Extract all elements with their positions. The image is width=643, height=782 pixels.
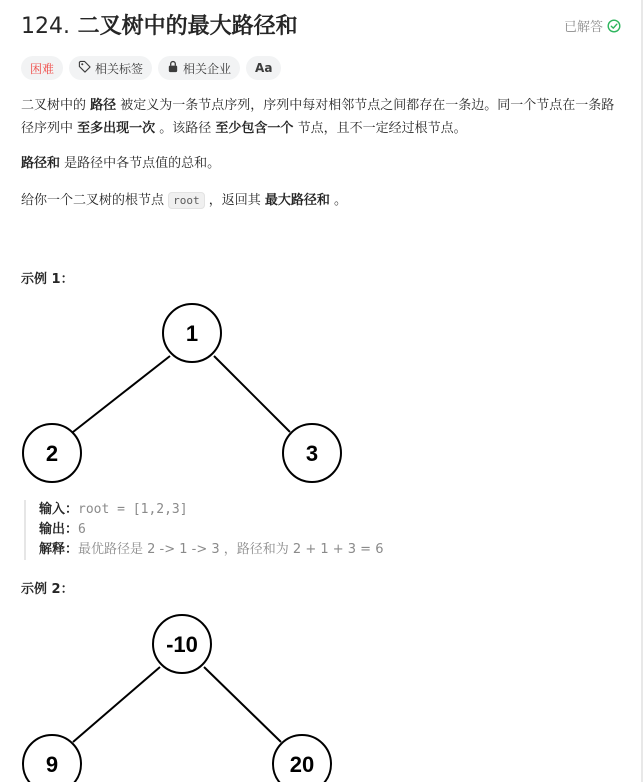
description-paragraph-1 <box>21 94 626 140</box>
tree-node <box>23 735 81 782</box>
solved-label: 已解答 <box>563 20 603 35</box>
text-span: 给你一个二叉树的根节点 <box>21 193 169 208</box>
node-value: 20 <box>289 752 315 777</box>
text-span: 节点，且不一定经过根节点。 <box>293 121 467 136</box>
node-value: -10 <box>166 632 198 657</box>
text-span: 是路径中各节点值的总和。 <box>60 156 221 171</box>
tree-edge <box>73 356 170 432</box>
example-input-row <box>39 500 383 520</box>
example-2-tree <box>0 610 400 782</box>
output-value: 6 <box>78 522 86 537</box>
input-value: root = [1,2,3] <box>78 502 188 517</box>
tree-node <box>273 735 331 782</box>
example-1-io <box>24 500 383 560</box>
tree-edge <box>214 356 290 432</box>
problem-title[interactable] <box>21 10 621 44</box>
tree-node <box>23 424 81 482</box>
inline-code: root <box>168 192 205 209</box>
related-companies-label: 相关企业 <box>183 61 232 76</box>
bold-text: 至多出现一次 <box>77 121 156 136</box>
node-value: 3 <box>305 441 319 466</box>
text-span: 二叉树中的 <box>21 98 91 113</box>
output-label: 输出： <box>39 522 79 537</box>
tree-edge <box>73 667 160 742</box>
solved-status <box>564 16 621 35</box>
related-companies-button[interactable] <box>158 56 240 80</box>
bold-text: 路径 <box>90 98 117 113</box>
text-span: ，返回其 <box>204 193 265 208</box>
example-1-title: 示例 1： <box>21 272 74 287</box>
example-1-tree <box>0 300 400 490</box>
tree-node <box>163 304 221 362</box>
related-topics-button[interactable] <box>69 56 152 80</box>
text-span: 。 <box>329 193 348 208</box>
bold-text: 至少包含一个 <box>215 121 294 136</box>
problem-name: 二叉树中的最大路径和 <box>77 14 298 39</box>
node-value: 1 <box>185 321 199 346</box>
bold-text: 路径和 <box>21 156 61 171</box>
problem-number: 124. <box>21 14 70 39</box>
tree-edge <box>204 667 281 742</box>
input-label: 输入： <box>39 502 79 517</box>
bold-text: 最大路径和 <box>264 193 330 208</box>
translate-button[interactable] <box>246 56 281 80</box>
explanation-label: 解释： <box>39 542 79 557</box>
description-paragraph-2 <box>21 152 220 175</box>
example-explanation-row <box>39 540 383 560</box>
lock-icon <box>167 60 179 76</box>
tag-bar <box>21 56 281 80</box>
tag-icon <box>78 60 91 76</box>
node-value: 2 <box>45 441 59 466</box>
tree-node <box>153 615 211 673</box>
text-span: 。该路径 <box>155 121 216 136</box>
example-output-row <box>39 520 383 540</box>
description-paragraph-3 <box>21 189 347 212</box>
related-topics-label: 相关标签 <box>95 61 144 76</box>
check-circle-icon <box>607 19 621 33</box>
explanation-value: 最优路径是 2 -> 1 -> 3 ，路径和为 2 + 1 + 3 = 6 <box>78 542 384 557</box>
problem-header <box>21 10 621 44</box>
node-value: 9 <box>45 752 59 777</box>
difficulty-label: 困难 <box>30 61 55 76</box>
tree-node <box>283 424 341 482</box>
example-2-title: 示例 2： <box>21 582 74 597</box>
text-span: 被定义为一条节点序列，序列中每对相邻节点之间都存在一条边。同一个节点在一条路径序列中 <box>21 98 615 136</box>
translate-icon: Aa <box>255 61 273 75</box>
difficulty-badge[interactable] <box>21 56 63 80</box>
